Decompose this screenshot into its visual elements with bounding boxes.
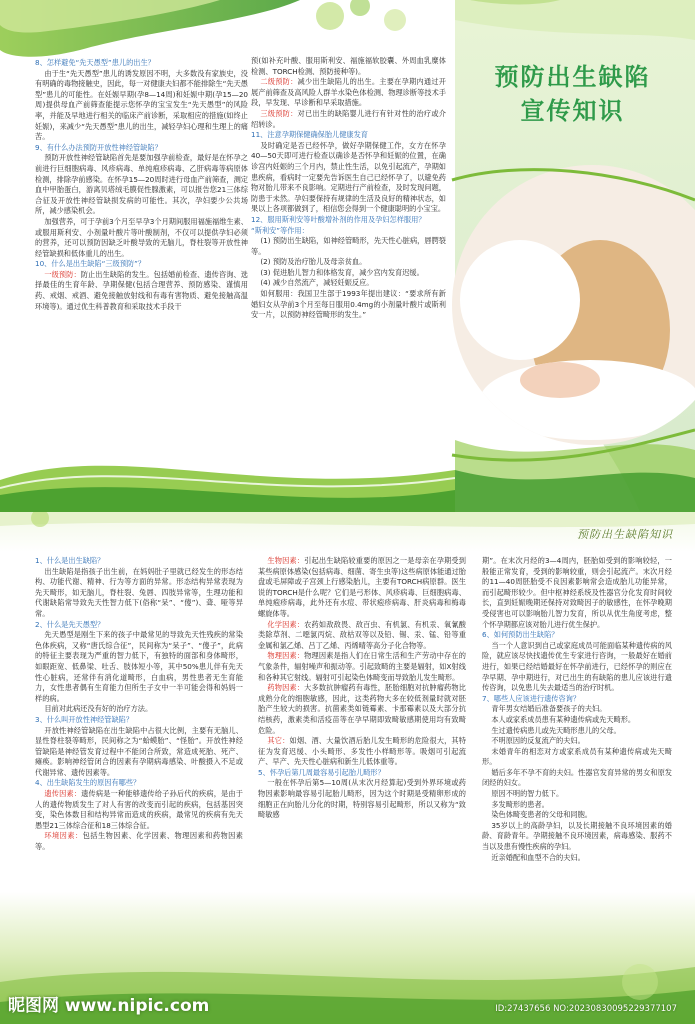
paragraph: 一级预防：防止出生缺陷的发生。包括婚前检查、遗传咨询、选择最佳的生育年龄、孕期保健(包括合理营养、预防感染、谨慎用药、戒烟、戒酒、避免接触放射线和有毒有害物质、避免接触高温环境等)。通过优生科普教育和采取技术手段干 [35, 269, 248, 311]
paragraph: 其它：如烟、酒、大量饮酒后胎儿发生畸形的危险很大，其特征为发育迟缓、小头畸形、多发性小样畸形等。吸烟可引起流产、早产、先天性心脏病和新生儿低体重等。 [258, 736, 466, 767]
paragraph: (4) 减少自然流产，减轻妊娠反应。 [260, 278, 374, 288]
section-heading: 12、服用斯利安等叶酸增补剂的作用及孕妇怎样服用？ [251, 214, 426, 224]
watermark-id: ID:27437656 NO:20230830095229377107 [495, 1004, 677, 1014]
section-heading: 9、有什么办法预防开放性神经管缺陷？ [35, 142, 162, 152]
paragraph: 生物因素：引起出生缺陷较重要的原因之一是母亲在孕期受到某些病原体感染(包括病毒、细菌、寄生虫等)这些病原体能通过胎盘或毛屏障或子宫颈上行感染胎儿，主要有TORCH病原群。医生说的TORCH是什么呢？它们是弓形体、风疹病毒、巨细胞病毒、单纯疱疹病毒，此外还有水痘、带状疱疹病毒、肝炎病毒和梅毒螺旋体等。 [258, 556, 466, 618]
term-label: 其它： [267, 736, 290, 746]
paragraph: 加强营养，可于孕前3个月至早孕3个月期间服用福施福维生素、或服用斯利安、小剂量叶酸片等叶酸制剂，不仅可以提供孕妇必须的营养，还可以预防因缺乏叶酸导致的无脑儿，脊柱裂等开放性神经管缺损和低体重儿的出生。 [35, 216, 248, 258]
paragraph: (3) 促进胎儿智力和体格发育，减少宫内发育迟缓。 [260, 267, 424, 277]
term-label: 生物因素： [267, 556, 305, 565]
paragraph: 原因不明的智力低下。 [491, 789, 564, 799]
term-label: 物理因素： [267, 651, 305, 661]
title-line-1: 预防出生缺陷 [494, 63, 651, 91]
paragraph: 青年男女结婚后准备要孩子的夫妇。 [491, 704, 607, 714]
paragraph: (1) 预防出生缺陷，如神经管畸形，先天性心脏病，唇腭裂等。 [251, 236, 446, 256]
term-label: 一级预防： [44, 269, 81, 279]
paragraph: 当一个人意识到自己或家庭成员可能面临某种遗传病的风险，就应该尽快找遗传优生专家进行咨询，一般最好在婚前进行，如果已经结婚最好在怀孕前进行，已经怀孕的则应在孕早期、孕中期进行，对已出生的有缺陷的患儿应该进行遗传咨询，以免患儿失去最适当的治疗时机。 [482, 640, 672, 693]
section-heading: 4、出生缺陷发生的原因有哪些？ [35, 778, 141, 788]
brochure-title [470, 60, 675, 128]
paragraph: 三级预防：对已出生的缺陷婴儿进行有针对性的治疗或介绍转诊。 [251, 108, 446, 129]
section-heading: 2、什么是先天愚型？ [35, 619, 105, 629]
term-label: 遗传因素： [44, 789, 82, 799]
term-label: 化学因素： [267, 619, 305, 629]
outside-column-1 [35, 58, 248, 478]
section-heading: 6、如何预防出生缺陷？ [482, 630, 559, 640]
paragraph: 近亲婚配和血型不合的夫妇。 [491, 852, 585, 862]
outside-column-2 [251, 56, 446, 466]
paragraph: 预防开放性神经管缺陷首先是要加强孕前检查，最好是在怀孕之前进行巨细胞病毒、风疹病毒、单纯疱疹病毒、乙肝病毒等病原体检测，排除孕前感染。在怀孕15—20周时进行母血产前筛查，测定血中甲胎蛋白，游离贝塔绒毛膜促性腺激素，可以报告您21三体综合征及开放性神经管缺损发病的可能性。其次，孕妇要少公共场所，减少感染机会。 [35, 153, 248, 216]
paragraph: (2) 预防及治疗胎儿及母亲贫血。 [260, 257, 367, 267]
paragraph: 期”。在末次月经的3—4周内，胚胎如受到的影响较轻，一般能正常发育，受到的影响较重，则会引起流产。末次月经的11—40周胚胎受不良因素影响常会造成胎儿功能异常，而引起畸形较少。但中枢神经系统及性器官分化发育时间较长，直到妊娠晚期还保持对致畸因子的敏感性，在怀孕晚期受侵害也可以影响胎儿智力发育，所以从优生角度考虑，整个怀孕期都应该对胎儿进行优生保护。 [482, 556, 672, 629]
section-heading: 11、注意孕期保健确保胎儿健康发育 [251, 130, 368, 140]
paragraph: 物理因素：物理因素是指人们在日常生活和生产劳动中存在的气象条件，辐射噪声和振动等。引起致畸的主要是辐射，如X射线和各种其它射线。辐射可引起染色体畸变而导致胎儿发生畸形。 [258, 651, 466, 682]
paragraph: 及时确定是否已经怀孕，做好孕期保健工作，女方在怀孕40—50天即可进行检查以确诊是否怀孕和妊娠的位置，在确诊宫内妊娠的三个月内，禁止性生活，以免引起流产，孕期如患疾病，看病时一定要先告诉医生自己已经怀孕了，以避免药物对胎儿带来不良影响。定期进行产前检查，及时发现问题，防患于未然。孕妇要保持有规律的生活及良好的精神状态，如果以上各项都做到了，相信您会得到一个健康聪明的小宝宝。 [251, 140, 446, 214]
inside-header-brand: 预防出生缺陷知识 [577, 528, 673, 541]
paragraph: 生过遗传病患儿或先天畸形患儿的父母。 [491, 725, 621, 735]
paragraph: 多发畸形的患者。 [491, 799, 549, 809]
paragraph: 如何服用：我国卫生部于1993年提出建议：“要求所有新婚妇女从孕前3个月至每日服用0.4mg的小剂量叶酸片或斯利安一片，以预防神经管畸形的发生。” [251, 289, 446, 320]
section-heading: 3、什么叫开放性神经管缺陷？ [35, 714, 134, 724]
paragraph: 目前对此病还没有好的治疗方法。 [44, 704, 153, 714]
paragraph: 35岁以上的高龄孕妇，以及长期接触不良环境因素的婚龄、育龄青年。孕期接触不良环境因素，病毒感染、服药不当以及患有慢性疾病的孕妇。 [482, 820, 672, 852]
paragraph: 化学因素：农药如敌敌畏、敌百虫、有机氯、有机汞、氧氰酸类除草剂、二噁氯丙烷、敌枯双等以及铅、锡、汞、锰、铅等重金属和氯乙烯、吕丁乙烯、丙烯晴等高分子化合物等。 [258, 619, 466, 650]
term-label: 药物因素： [267, 683, 305, 693]
paragraph: 先天愚型是刚生下来的孩子中最常见的导致先天性残疾的常染色体疾病，又称“唐氏综合征”，民间称为“呆子”、“傻子”，此病的特征主要表现为严重的智力低下，有独特的面部和身体畸形，如眼距宽、低鼻梁、吐舌、肢体短小等，其中50%患儿伴有先天性心脏病，还常伴有消化道畸形，白血病，男性患者无生育能力，女性患者偶有生育能力但所生子女中一半可能会得和妈妈一样的病。 [35, 630, 243, 703]
section-heading: 10、什么是出生缺陷“三级预防”？ [35, 259, 146, 269]
paragraph: 一般在怀孕后第5—10周(从末次月经算起)受到外界环境或药物因素影响最容易引起胎儿畸形，因为这个时期是受精卵形成的细胞正在向胎儿分化的时期，特别容易引起畸形，所以又称为“致畸敏感 [258, 778, 466, 820]
section-heading: 8、怎样避免“先天愚型”患儿的出生？ [35, 58, 155, 67]
paragraph: 开放性神经管缺陷在出生缺陷中占很大比例，主要有无脑儿、显性脊柱裂等畸形，民间称之为“蛤蟆胎”、“怪胎”。开放性神经管缺陷是神经管发育过程中不能闭合所致，常造成死胎、死产、瘫痪。影响神经管闭合的因素有孕期病毒感染、叶酸摄入不足或代谢异常、遗传因素等。 [35, 725, 243, 777]
paragraph: 染色体畸变患者的父母和同胞。 [491, 810, 592, 820]
section-heading: “斯利安”等作用： [251, 225, 309, 235]
term-label: 环境因素： [44, 831, 83, 841]
brochure-inside-panel [0, 512, 695, 1024]
paragraph: 环境因素：包括生物因素、化学因素、物理因素和药物因素等。 [35, 831, 243, 852]
section-heading: 7、哪些人应该进行遗传咨询？ [482, 693, 581, 703]
paragraph: 由于生“先天愚型”患儿的诱发原因不明，大多数没有家族史，没有明确的毒物接触史，因此，每一对健康夫妇都不能排除生“先天愚型”患儿的可能性。在妊娠早期(孕8—14周)和妊娠中期(孕15—20周)提供母血产前筛查能提示您怀孕的宝宝发生“先天愚型”的风险率，并能及早地进行相关的临床产前诊断，采取相应的措施(如终止妊娠)，来减少“先天愚型”患儿的出生，减轻孕妇心理和生理上的痛苦。 [35, 68, 248, 142]
term-label: 二级预防： [260, 77, 298, 87]
watermark-logo: 昵图网 www.nipic.com [8, 996, 210, 1016]
paragraph: 未婚青年的相恋对方或家系成员有某种遗传病或先天畸形。 [482, 746, 672, 767]
paragraph: 婚后多年不孕不育的夫妇。性器官发育异常的男女和原发闭经的妇女。 [482, 767, 672, 788]
section-heading: 5、怀孕后第几周最容易引起胎儿畸形？ [258, 767, 385, 777]
title-line-2: 宣传知识 [520, 97, 625, 125]
inside-column-1 [35, 556, 243, 990]
paragraph: 不明原因的反复流产的夫妇。 [491, 736, 585, 746]
paragraph: 遗传因素：遗传病是一种能够遗传给子孙后代的疾病，是由于人的遗传物质发生了对人有害的改变而引起的疾病，包括基因突变，染色体数目和结构异常而造成的疾病，最常见的疾病有先天愚型21三体综合征和18三体综合征。 [35, 789, 243, 830]
paragraph: 出生缺陷是指孩子出生前，在妈妈肚子里就已经发生的形态结构、功能代谢、精神、行为等方面的异常。形态结构异常表现为先天畸形，如无脑儿，脊柱裂、兔唇、四肢异常等，生理功能和代谢缺陷常导致先天性智力低下(俗称“呆”、“傻”)、聋、哑等异常。 [35, 566, 243, 618]
term-label: 三级预防： [260, 108, 298, 118]
paragraph: 二级预防：减少出生缺陷儿的出生。主要在孕期内通过开展产前筛查及高风险人群羊水染色体检测、物理诊断等技术手段，早发现、早诊断和早采取措施。 [251, 77, 446, 108]
paragraph: 药物因素：大多数抗肿瘤药有毒性，胚胎细胞对抗肿瘤药物比成熟分化的细胞敏感，因此，这类药物大多在较低剂量时就对胚胎产生较大的损害。抗菌素类如链霉素、卡那霉素以及大部分抗结核药，激素类和活疫苗等在孕早期即致畸敏感期使用均有致畸危险。 [258, 683, 466, 735]
paragraph: 预(如补充叶酸、服用斯利安、福施福软胶囊、外周血乳糜体检测、TORCH检测、预防接种等)。 [251, 56, 446, 76]
paragraph: 本人或家系成员患有某种遗传病或先天畸形。 [491, 714, 636, 724]
inside-column-2 [258, 556, 466, 996]
section-heading: 1、什么是出生缺陷？ [35, 556, 105, 565]
inside-column-3 [482, 556, 672, 996]
